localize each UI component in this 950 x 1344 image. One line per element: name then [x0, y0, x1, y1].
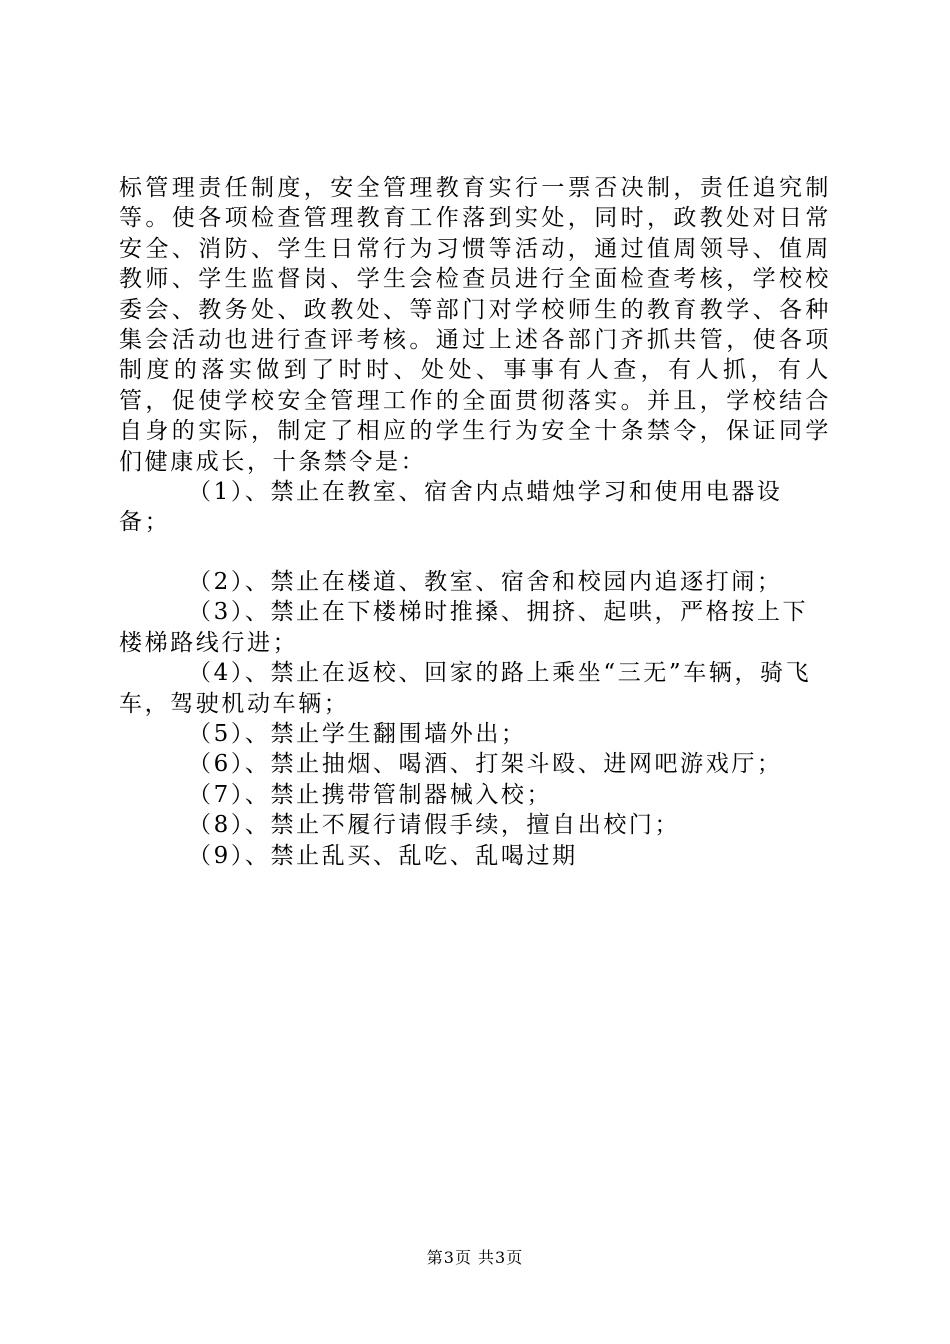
page-footer: [0, 1245, 950, 1268]
intro-paragraph: 标管理责任制度，安全管理教育实行一票否决制，责任追究制等。使各项检查管理教育工作落到实处，同时，政教处对日常安全、消防、学生日常行为习惯等活动，通过值周领导、值周教师、学生监督岗、学生会检查员进行全面检查考核，学校校委会、教务处、政教处、等部门对学校师生的教育教学、各种集会活动也进行查评考核。通过上述各部门齐抓共管，使各项制度的落实做到了时时、处处、事事有人查，有人抓，有人管，促使学校安全管理工作的全面贯彻落实。并且，学校结合自身的实际，制定了相应的学生行为安全十条禁令，保证同学们健康成长，十条禁令是：: [119, 175, 831, 475]
prohibition-item-9: （9）、禁止乱买、乱吃、乱喝过期: [188, 842, 578, 869]
prohibition-item-7: （7）、禁止携带管制器械入校；: [188, 781, 553, 808]
prohibition-item-1: （1）、禁止在教室、宿舍内点蜡烛学习和使用电器设备；: [119, 479, 783, 536]
prohibition-item-6: （6）、禁止抽烟、喝酒、打架斗殴、进网吧游戏厅；: [188, 751, 783, 778]
prohibition-item-4: （4）、禁止在返校、回家的路上乘坐“三无”车辆，骑飞车，驾驶机动车辆；: [119, 660, 812, 717]
prohibition-item-8: （8）、禁止不履行请假手续，擅自出校门；: [188, 812, 681, 839]
page-number-label: 第3页 共3页: [426, 1248, 524, 1267]
prohibition-item-2: （2）、禁止在楼道、教室、宿舍和校园内追逐打闹；: [188, 568, 783, 595]
prohibition-item-5: （5）、禁止学生翻围墙外出；: [188, 720, 527, 747]
prohibition-item-3: （3）、禁止在下楼梯时推搡、拥挤、起哄，严格按上下楼梯路线行进；: [119, 599, 809, 656]
document-body: [119, 173, 831, 871]
